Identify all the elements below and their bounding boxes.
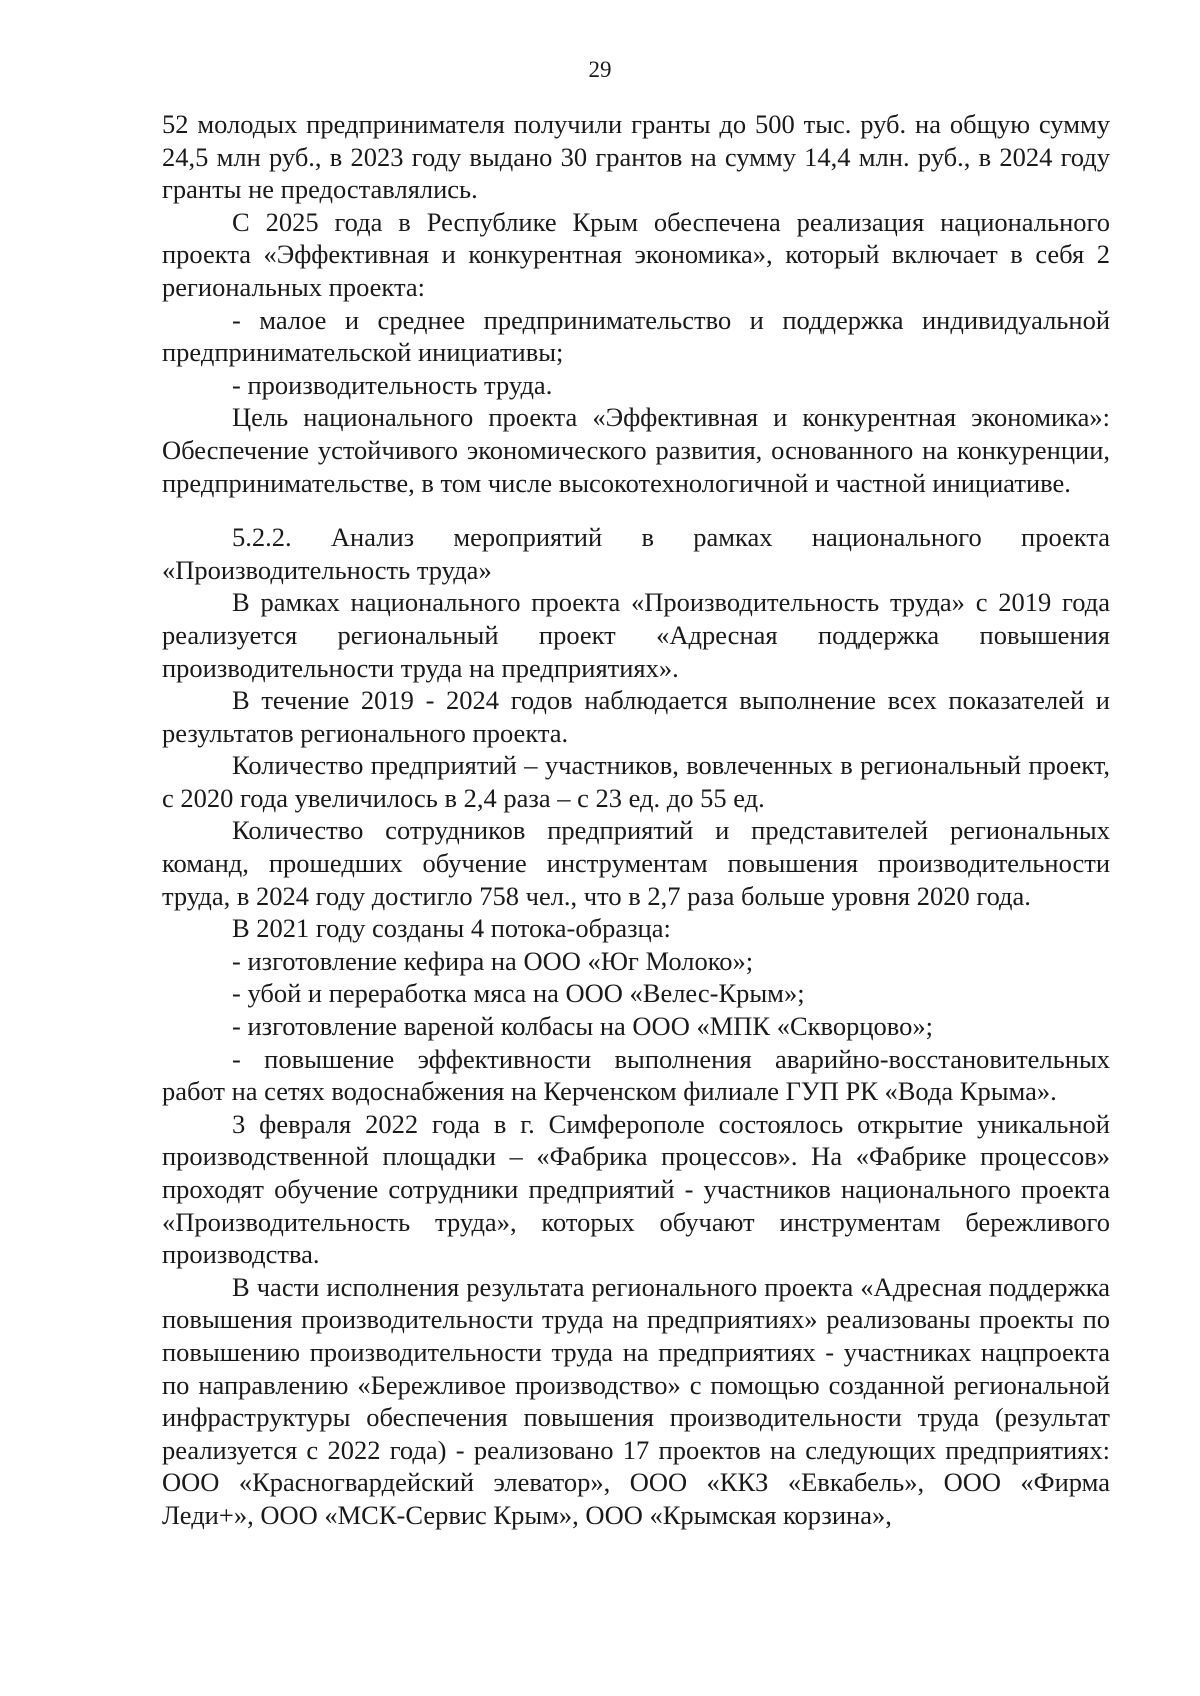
paragraph-enterprises-count: Количество предприятий – участников, вовлеченных в региональный проект, с 2020 года увеличилось в 2,4 раза – с 23 ед. до 55 ед. <box>162 750 1110 813</box>
section-heading-5-2-2: 5.2.2. Анализ мероприятий в рамках национального проекта «Производительность труда» <box>162 522 1110 585</box>
list-item-labor-productivity: - производительность труда. <box>232 369 553 400</box>
paragraph-employees-trained: Количество сотрудников предприятий и представителей региональных команд, прошедших обучение инструментам повышения производительности труда, в 2024 году достигло 758 чел., что в 2,7 раза больше уровня 2020 года. <box>162 815 1110 911</box>
list-item-water-works: - повышение эффективности выполнения аварийно-восстановительных работ на сетях водоснабжения на Керченском филиале ГУП РК «Вода Крыма». <box>162 1043 1110 1107</box>
document-body <box>162 108 1110 1532</box>
paragraph-lean-projects: В части исполнения результата регионального проекта «Адресная поддержка повышения производительности труда на предприятиях» реализованы проекты по повышению производительности труда на предприятиях - участниках нацпроекта по направлению «Бережливое производство» с помощью созданной региональной инфраструктуры обеспечения повышения производительности труда (результат реализуется с 2022 года) - реализовано 17 проектов на следующих предприятиях: ООО «Красногвардейский элеватор», ООО «ККЗ «Евкабель», ООО «Фирма Леди+», ООО «МСК-Сервис Крым», ООО «Крымская корзина», <box>162 1271 1110 1530</box>
list-item-meat: - убой и переработка мяса на ООО «Велес-Крым»; <box>232 978 805 1009</box>
page-number: 29 <box>588 57 612 82</box>
paragraph-indicators: В течение 2019 - 2024 годов наблюдается выполнение всех показателей и результатов регионального проекта. <box>162 685 1110 748</box>
paragraph-sample-flows: В 2021 году созданы 4 потока-образца: <box>232 913 671 944</box>
paragraph-regional-project: В рамках национального проекта «Производительность труда» с 2019 года реализуется региональный проект «Адресная поддержка повышения производительности труда на предприятиях». <box>162 587 1110 683</box>
list-item-small-business: - малое и среднее предпринимательство и поддержка индивидуальной предпринимательской инициативы; <box>162 304 1110 368</box>
paragraph-project-goal: Цель национального проекта «Эффективная и конкурентная экономика»: Обеспечение устойчивого экономического развития, основанного на конкуренции, предпринимательстве, в том числе высокотехнологичной и частной инициативе. <box>162 402 1110 498</box>
list-item-sausage: - изготовление вареной колбасы на ООО «МПК «Скворцово»; <box>232 1011 933 1042</box>
list-item-kefir: - изготовление кефира на ООО «Юг Молоко»; <box>232 945 754 976</box>
paragraph-process-factory: 3 февраля 2022 года в г. Симферополе состоялось открытие уникальной производственной площадки – «Фабрика процессов». На «Фабрике процессов» проходят обучение сотрудники предприятий - участников национального проекта «Производительность труда», которых обучают инструментам бережливого производства. <box>162 1108 1110 1270</box>
paragraph-grants-continuation: 52 молодых предпринимателя получили гранты до 500 тыс. руб. на общую сумму 24,5 млн руб., в 2023 году выдано 30 грантов на сумму 14,4 млн. руб., в 2024 году гранты не предоставлялись. <box>162 109 1110 205</box>
paragraph-national-project-2025: С 2025 года в Республике Крым обеспечена реализация национального проекта «Эффективная и конкурентная экономика», который включает в себя 2 региональных проекта: <box>162 206 1110 302</box>
